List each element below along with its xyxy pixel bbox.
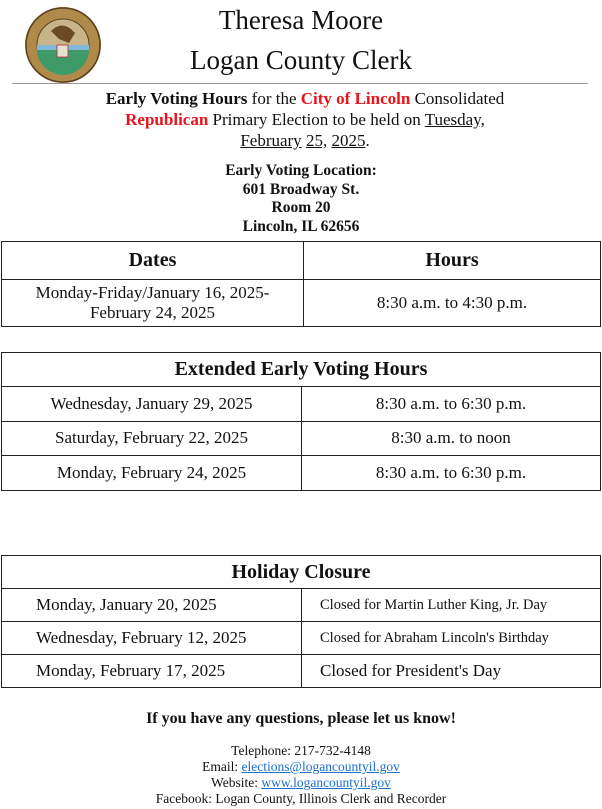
- facebook: Facebook: Logan County, Illinois Clerk and Recorder: [155, 791, 447, 806]
- holiday-title: Holiday Closure: [2, 556, 601, 589]
- table-row: [2, 280, 601, 327]
- date-cell: Saturday, February 22, 2025: [2, 421, 302, 456]
- dates-cell: Monday-Friday/January 16, 2025-February 24, 2025: [2, 280, 304, 327]
- dates-header: Dates: [2, 242, 304, 280]
- election-month: February: [240, 131, 302, 150]
- hours-header: Hours: [304, 242, 601, 280]
- election-year: 2025: [331, 131, 366, 150]
- date-cell: Monday, February 24, 2025: [2, 456, 302, 491]
- location-label: Early Voting Location:: [225, 162, 377, 179]
- header-divider: [12, 83, 588, 84]
- date-cell: Wednesday, February 12, 2025: [2, 622, 302, 655]
- election-day: Tuesday,: [424, 110, 485, 129]
- email-link[interactable]: elections@logancountyil.gov: [241, 759, 400, 774]
- date-cell: Monday, February 17, 2025: [2, 655, 302, 688]
- election-date: 25,: [305, 131, 328, 150]
- hours-table: [1, 241, 601, 327]
- table-header-row: [2, 556, 601, 589]
- table-row: [2, 456, 601, 491]
- location-block: [0, 162, 602, 236]
- table-header-row: [2, 242, 601, 280]
- hours-cell: 8:30 a.m. to 4:30 p.m.: [304, 280, 601, 327]
- email-line: [0, 759, 602, 775]
- clerk-name: Theresa Moore: [218, 5, 384, 35]
- hours-cell: 8:30 a.m. to noon: [302, 421, 601, 456]
- questions-text: If you have any questions, please let us know!: [146, 710, 456, 727]
- location-room: Room 20: [271, 199, 331, 216]
- intro-text: [40, 88, 570, 151]
- holiday-closure-table: [1, 555, 601, 688]
- extended-hours-table: [1, 352, 601, 491]
- table-row: [2, 589, 601, 622]
- reason-cell: Closed for President's Day: [302, 655, 601, 688]
- intro-lead: Early Voting Hours: [105, 89, 248, 108]
- intro-text-2: Consolidated: [410, 89, 505, 108]
- reason-cell: Closed for Abraham Lincoln's Birthday: [302, 622, 601, 655]
- website-line: [0, 775, 602, 791]
- party-name: Republican: [125, 110, 209, 129]
- intro-text-1: for the: [247, 89, 301, 108]
- date-cell: Wednesday, January 29, 2025: [2, 387, 302, 422]
- hours-cell: 8:30 a.m. to 6:30 p.m.: [302, 387, 601, 422]
- reason-cell: Closed for Martin Luther King, Jr. Day: [302, 589, 601, 622]
- extended-title: Extended Early Voting Hours: [2, 353, 601, 387]
- city-name: City of Lincoln: [300, 89, 411, 108]
- contact-block: [0, 743, 602, 807]
- intro-text-3: Primary Election to be held on: [208, 110, 425, 129]
- location-street: 601 Broadway St.: [242, 180, 360, 198]
- date-cell: Monday, January 20, 2025: [2, 589, 302, 622]
- email-label: Email:: [202, 759, 242, 774]
- office-title: Logan County Clerk: [190, 45, 412, 75]
- website-link[interactable]: www.logancountyil.gov: [261, 775, 391, 790]
- table-header-row: [2, 353, 601, 387]
- location-city: Lincoln, IL 62656: [242, 217, 360, 235]
- hours-cell: 8:30 a.m. to 6:30 p.m.: [302, 456, 601, 491]
- table-row: [2, 421, 601, 456]
- table-row: [2, 387, 601, 422]
- phone: Telephone: 217-732-4148: [231, 743, 371, 758]
- table-row: [2, 655, 601, 688]
- intro-period: .: [365, 131, 370, 150]
- website-label: Website:: [211, 775, 262, 790]
- table-row: [2, 622, 601, 655]
